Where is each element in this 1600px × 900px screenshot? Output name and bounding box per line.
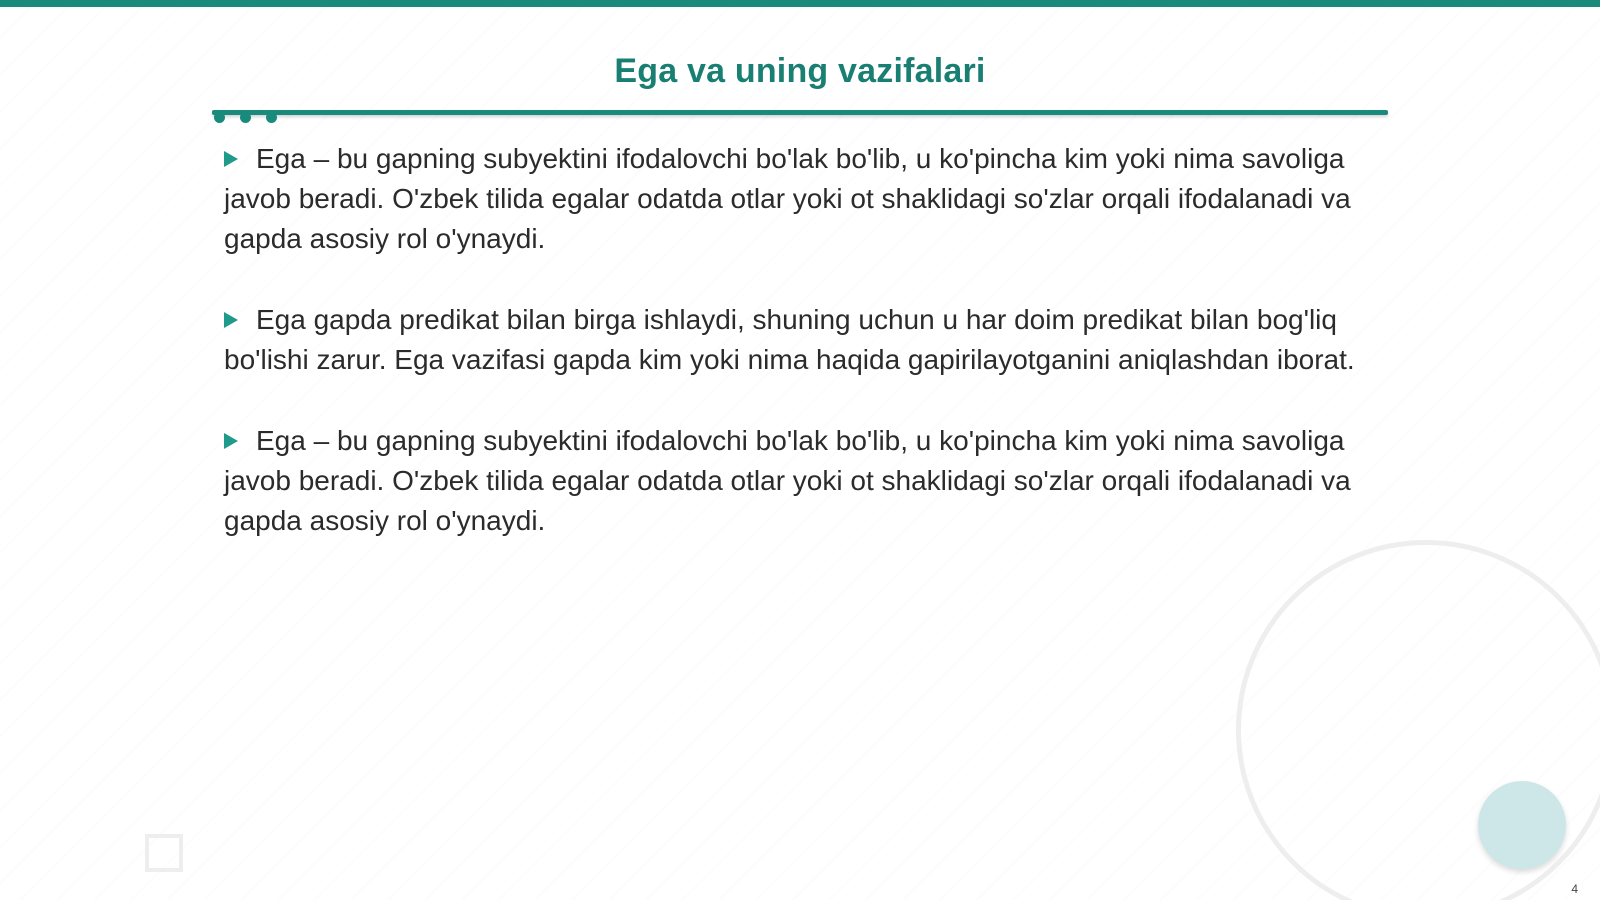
bullet-text: Ega – bu gapning subyektini ifodalovchi bo'lak bo'lib, u ko'pincha kim yoki nima savoliga javob beradi. O'zbek tilida egalar odatda otlar yoki ot shaklidagi so'zlar orqali ifodalanadi va gapda asosiy rol o'ynaydi.	[224, 425, 1351, 536]
triangle-right-icon	[224, 151, 238, 167]
top-accent-bar	[0, 0, 1600, 7]
decorative-dot-1	[214, 112, 225, 123]
bullet-text: Ega gapda predikat bilan birga ishlaydi, shuning uchun u har doim predikat bilan bog'liq bo'lishi zarur. Ega vazifasi gapda kim yoki nima haqida gapirilayotganini aniqlashdan iborat.	[224, 304, 1355, 375]
decorative-square	[145, 834, 183, 872]
slide-title: Ega va uning vazifalari	[614, 52, 986, 90]
decorative-dot-3	[266, 112, 277, 123]
triangle-right-icon	[224, 312, 238, 328]
bullet-item	[224, 300, 1390, 380]
page-number: 4	[1571, 882, 1578, 896]
bullet-item	[224, 139, 1390, 259]
decorative-circle	[1478, 781, 1566, 869]
decorative-dot-2	[240, 112, 251, 123]
bullet-list	[224, 139, 1390, 582]
triangle-right-icon	[224, 433, 238, 449]
title-underline	[212, 110, 1388, 115]
bullet-text: Ega – bu gapning subyektini ifodalovchi bo'lak bo'lib, u ko'pincha kim yoki nima savoliga javob beradi. O'zbek tilida egalar odatda otlar yoki ot shaklidagi so'zlar orqali ifodalanadi va gapda asosiy rol o'ynaydi.	[224, 143, 1351, 254]
bullet-item	[224, 421, 1390, 541]
